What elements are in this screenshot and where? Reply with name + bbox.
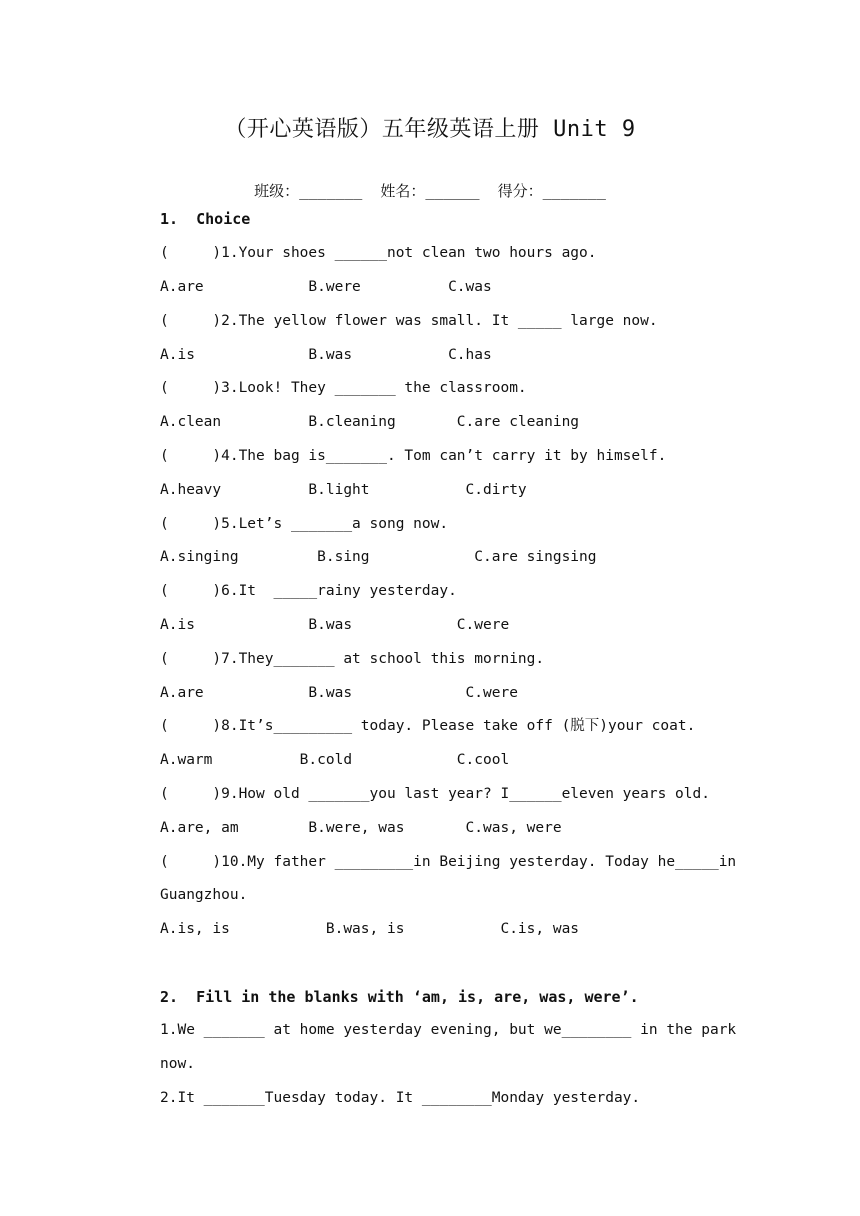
question-9: ( )9.How old _______you last year? I______eleven years old. — [160, 786, 710, 802]
options-7: A.are B.was C.were — [160, 685, 518, 701]
options-10: A.is, is B.was, is C.is, was — [160, 921, 580, 937]
fill-question-2: 2.It _______Tuesday today. It ________Monday yesterday. — [160, 1090, 641, 1106]
page-title: （开心英语版）五年级英语上册 Unit 9 — [224, 117, 636, 142]
section-2-heading: 2. Fill in the blanks with ‘am, is, are, was, were’. — [160, 988, 639, 1006]
options-1: A.are B.were C.was — [160, 279, 492, 295]
fill-question-1-continuation: now. — [160, 1056, 195, 1072]
options-9: A.are, am B.were, was C.was, were — [160, 820, 562, 836]
section-1-heading: 1. Choice — [160, 210, 251, 228]
fill-question-1: 1.We _______ at home yesterday evening, but we________ in the park — [160, 1022, 737, 1038]
question-4: ( )4.The bag is_______. Tom can’t carry it by himself. — [160, 448, 667, 464]
question-7: ( )7.They_______ at school this morning. — [160, 651, 545, 667]
options-4: A.heavy B.light C.dirty — [160, 482, 527, 498]
student-info-line: 班级：_______ 姓名：______ 得分：_______ — [254, 182, 606, 200]
options-5: A.singing B.sing C.are singsing — [160, 549, 597, 565]
question-2: ( )2.The yellow flower was small. It _____ large now. — [160, 313, 658, 329]
question-10: ( )10.My father _________in Beijing yesterday. Today he_____in — [160, 854, 737, 870]
options-8: A.warm B.cold C.cool — [160, 752, 510, 768]
options-6: A.is B.was C.were — [160, 617, 510, 633]
question-6: ( )6.It _____rainy yesterday. — [160, 583, 457, 599]
options-3: A.clean B.cleaning C.are cleaning — [160, 414, 580, 430]
question-5: ( )5.Let’s _______a song now. — [160, 516, 449, 532]
question-1: ( )1.Your shoes ______not clean two hours ago. — [160, 245, 597, 261]
question-10-continuation: Guangzhou. — [160, 887, 248, 903]
question-3: ( )3.Look! They _______ the classroom. — [160, 380, 527, 396]
options-2: A.is B.was C.has — [160, 347, 492, 363]
question-8: ( )8.It’s_________ today. Please take off (脱下)your coat. — [160, 718, 696, 734]
